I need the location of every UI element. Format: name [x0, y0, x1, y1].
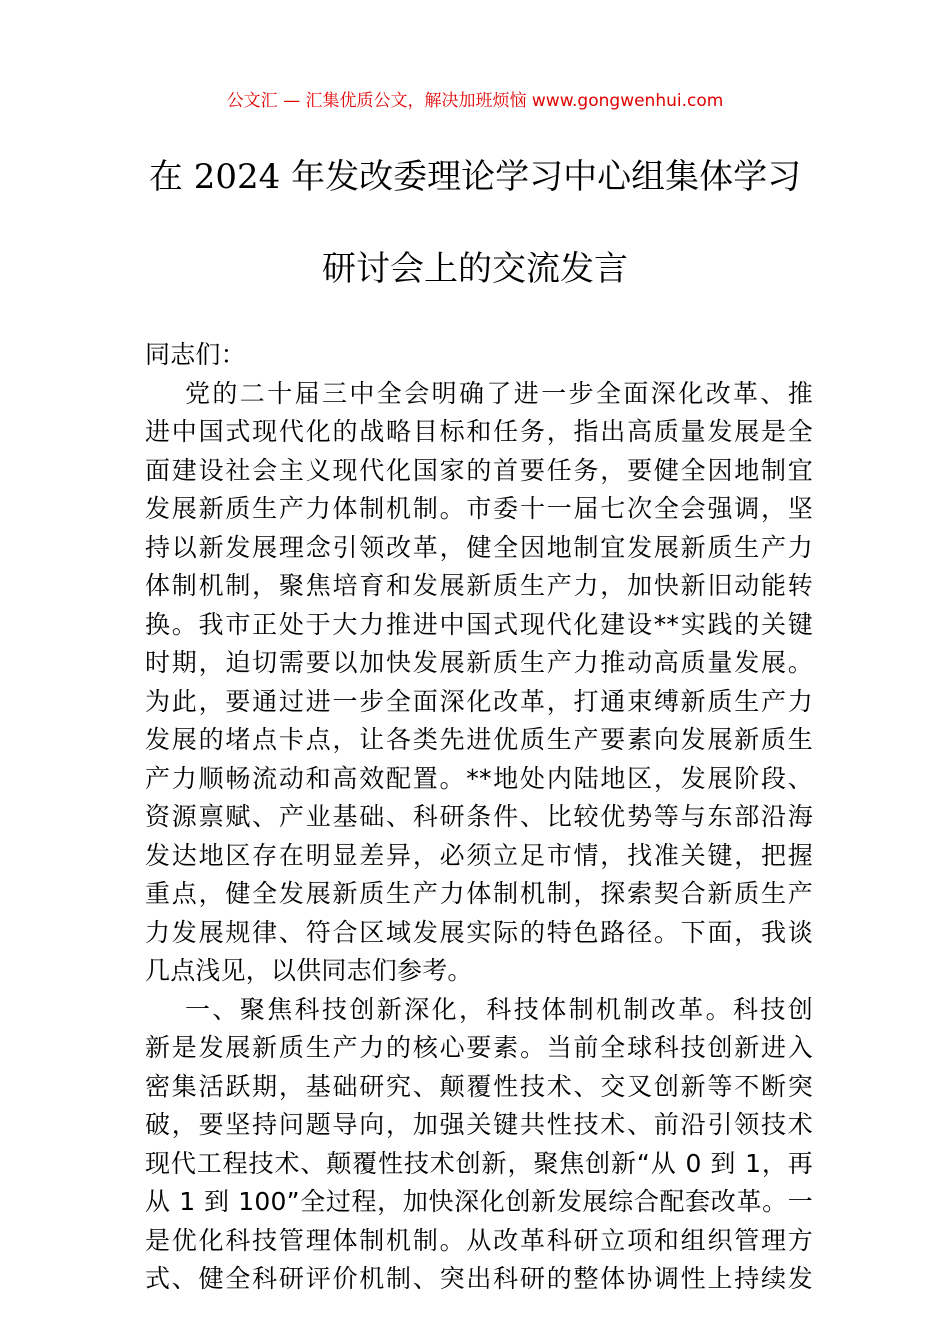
paragraph-line: 从 1 到 100”全过程，加快深化创新发展综合配套改革。一 — [145, 1187, 813, 1216]
paragraph-line: 是优化科技管理体制机制。从改革科研立项和组织管理方 — [145, 1225, 813, 1255]
paragraph-line: 时期，迫切需要以加快发展新质生产力推动高质量发展。 — [145, 648, 813, 677]
salutation: 同志们： — [145, 340, 246, 369]
paragraph-line: 现代工程技术、颠覆性技术创新，聚焦创新“从 0 到 1，再 — [145, 1148, 813, 1178]
paragraph-line: 一、聚焦科技创新深化，科技体制机制改革。科技创 — [185, 994, 813, 1024]
paragraph-line: 破，要坚持问题导向，加强关键共性技术、前沿引领技术 — [145, 1110, 813, 1139]
paragraph-line: 发展的堵点卡点，让各类先进优质生产要素向发展新质生 — [145, 725, 813, 754]
document-title-line-1: 在 2024 年发改委理论学习中心组集体学习 — [148, 157, 802, 197]
paragraph-line: 重点，健全发展新质生产力体制机制，探索契合新质生产 — [145, 879, 813, 908]
paragraph-line: 新是发展新质生产力的核心要素。当前全球科技创新进入 — [145, 1033, 813, 1062]
paragraph-line: 资源禀赋、产业基础、科研条件、比较优势等与东部沿海 — [145, 802, 813, 831]
paragraph-line: 发达地区存在明显差异，必须立足市情，找准关键，把握 — [145, 840, 813, 870]
document-title-line-2: 研讨会上的交流发言 — [322, 249, 628, 289]
paragraph-line: 发展新质生产力体制机制。市委十一届七次全会强调，坚 — [145, 494, 813, 523]
paragraph-line: 换。我市正处于大力推进中国式现代化建设**实践的关键 — [145, 609, 813, 639]
paragraph-line: 持以新发展理念引领改革，健全因地制宜发展新质生产力 — [145, 532, 813, 562]
paragraph-line: 力发展规律、符合区域发展实际的特色路径。下面，我谈 — [145, 917, 813, 947]
paragraph-line: 体制机制，聚焦培育和发展新质生产力，加快新旧动能转 — [145, 571, 813, 600]
site-header-banner: 公文汇 — 汇集优质公文，解决加班烦恼 www.gongwenhui.com — [226, 91, 724, 111]
paragraph-line: 产力顺畅流动和高效配置。**地处内陆地区，发展阶段、 — [145, 763, 813, 793]
paragraph-line: 为此，要通过进一步全面深化改革，打通束缚新质生产力 — [145, 686, 813, 716]
document-body — [145, 336, 813, 1299]
paragraph-line: 式、健全科研评价机制、突出科研的整体协调性上持续发 — [145, 1264, 813, 1293]
paragraph-line: 党的二十届三中全会明确了进一步全面深化改革、推 — [185, 378, 813, 408]
paragraph-line: 面建设社会主义现代化国家的首要任务，要健全因地制宜 — [145, 455, 813, 485]
paragraph-line: 进中国式现代化的战略目标和任务，指出高质量发展是全 — [145, 417, 813, 446]
paragraph-line: 几点浅见，以供同志们参考。 — [145, 956, 473, 985]
paragraph-line: 密集活跃期，基础研究、颠覆性技术、交叉创新等不断突 — [145, 1071, 813, 1101]
